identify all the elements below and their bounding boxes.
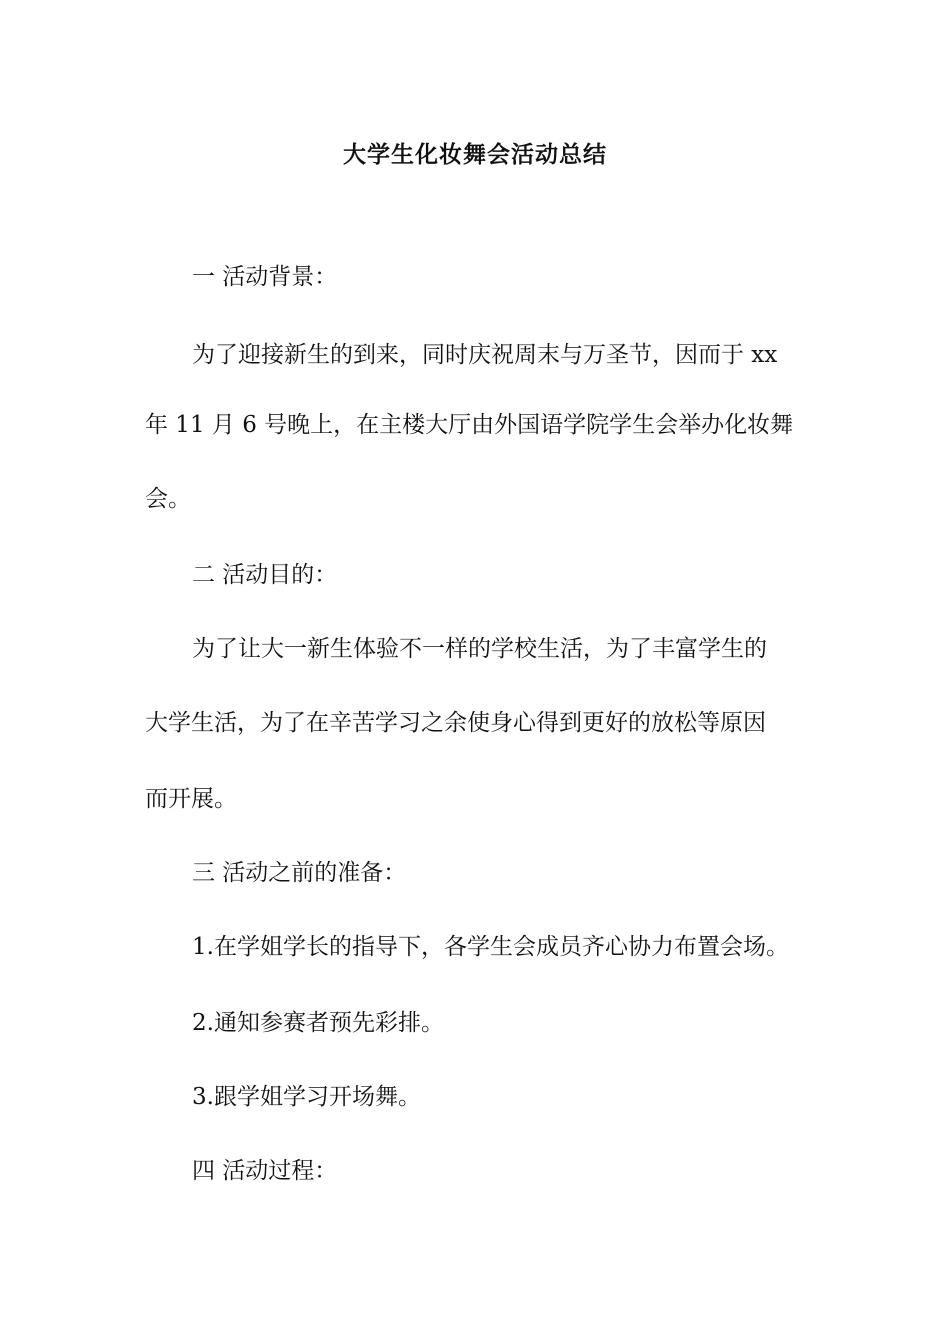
- paragraph-line: 为了让大一新生体验不一样的学校生活，为了丰富学生的: [192, 636, 767, 662]
- section-heading-purpose: 二 活动目的：: [192, 562, 338, 588]
- section-heading-background: 一 活动背景：: [192, 264, 338, 290]
- paragraph-line: 而开展。: [145, 786, 237, 812]
- section-heading-preparation: 三 活动之前的准备：: [192, 860, 407, 886]
- list-item: 3.跟学姐学习开场舞。: [192, 1084, 421, 1110]
- section-heading-process: 四 活动过程：: [192, 1158, 338, 1184]
- list-item: 2.通知参赛者预先彩排。: [192, 1010, 444, 1036]
- list-item: 1.在学姐学长的指导下，各学生会成员齐心协力布置会场。: [192, 934, 789, 960]
- paragraph-line: 年 11 月 6 号晚上，在主楼大厅由外国语学院学生会举办化妆舞: [145, 412, 794, 438]
- paragraph-line: 会。: [145, 486, 191, 512]
- paragraph-line: 为了迎接新生的到来，同时庆祝周末与万圣节，因而于 xx: [192, 342, 778, 368]
- paragraph-line: 大学生活，为了在辛苦学习之余使身心得到更好的放松等原因: [145, 710, 766, 736]
- document-title: 大学生化妆舞会活动总结: [343, 141, 607, 168]
